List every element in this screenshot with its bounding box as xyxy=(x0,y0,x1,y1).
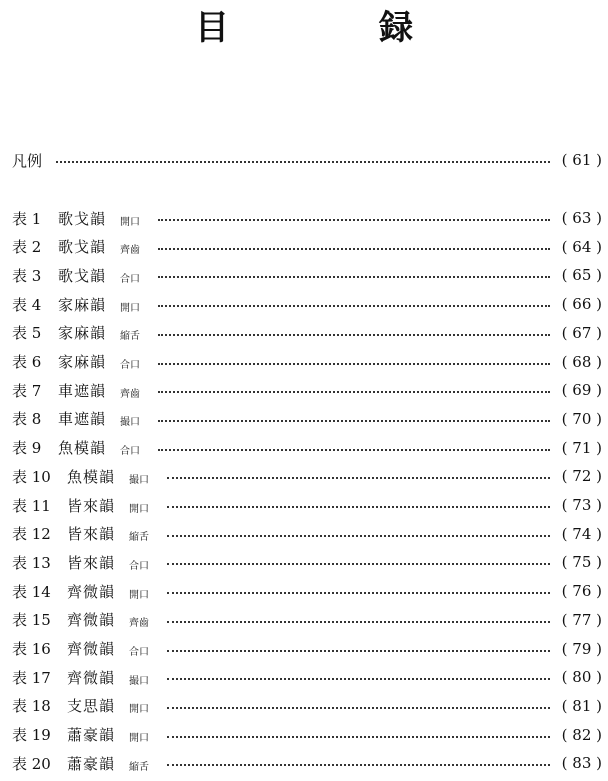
leader-dots xyxy=(167,736,550,738)
leader-dots xyxy=(158,391,550,393)
entry-title: 車遮韻 xyxy=(58,410,107,429)
leader-dots xyxy=(167,621,550,623)
leader-dots xyxy=(167,592,550,594)
leader-dots xyxy=(167,678,550,680)
entry-subtype: 開口 xyxy=(129,589,149,601)
entry-number: 表 19 xyxy=(12,726,51,745)
entry-title: 皆來韻 xyxy=(67,553,116,572)
entry-subtype: 合口 xyxy=(120,273,140,285)
entry-subtype: 撮口 xyxy=(129,474,149,486)
toc-entry[interactable] xyxy=(12,523,602,545)
entry-number: 表 3 xyxy=(12,266,42,285)
entry-subtype: 合口 xyxy=(129,647,149,658)
entry-title: 歌戈韻 xyxy=(58,209,107,228)
entry-title: 蕭豪韻 xyxy=(67,754,116,773)
entry-page: ( 63 ) xyxy=(561,209,602,227)
toc-entry[interactable] xyxy=(12,437,602,459)
toc-entry[interactable] xyxy=(12,293,602,315)
entry-page: ( 66 ) xyxy=(561,295,602,314)
entry-number: 表 17 xyxy=(12,668,51,687)
entry-label: 凡例 xyxy=(12,151,43,170)
entry-page: ( 73 ) xyxy=(561,496,602,514)
entry-number: 表 12 xyxy=(12,525,51,544)
entry-number: 表 10 xyxy=(12,467,51,486)
toc-entry[interactable] xyxy=(12,465,602,487)
entry-title: 皆來韻 xyxy=(67,496,116,515)
entry-number: 表 5 xyxy=(12,324,42,343)
entry-title: 齊微韻 xyxy=(67,582,116,601)
toc-entry[interactable] xyxy=(12,408,602,430)
entry-title: 車遮韻 xyxy=(58,381,107,400)
entry-page: ( 77 ) xyxy=(561,610,602,629)
entry-number: 表 4 xyxy=(12,295,42,314)
leader-dots xyxy=(158,334,550,336)
entry-title: 家麻韻 xyxy=(58,324,107,343)
entry-subtype: 縮舌 xyxy=(129,761,149,773)
toc-entry[interactable] xyxy=(12,580,602,602)
entry-number: 表 20 xyxy=(12,754,51,773)
toc-entry[interactable] xyxy=(12,322,602,344)
toc-entry[interactable] xyxy=(12,638,602,660)
entry-title: 皆來韻 xyxy=(67,525,116,544)
toc-entry-preface[interactable] xyxy=(12,149,602,171)
entry-page: ( 81 ) xyxy=(561,696,602,715)
toc-entry[interactable] xyxy=(12,752,602,774)
entry-subtype: 縮舌 xyxy=(120,331,140,343)
entry-page: ( 71 ) xyxy=(561,438,602,457)
entry-number: 表 7 xyxy=(12,381,42,400)
leader-dots xyxy=(167,764,550,766)
leader-dots xyxy=(167,650,550,652)
entry-subtype: 齊齒 xyxy=(120,245,140,257)
entry-page: ( 83 ) xyxy=(561,754,602,773)
entry-subtype: 齊齒 xyxy=(120,388,140,400)
leader-dots xyxy=(158,276,550,278)
entry-subtype: 開口 xyxy=(129,733,149,745)
leader-dots xyxy=(167,535,550,537)
entry-number: 表 18 xyxy=(12,697,51,716)
entry-title: 蕭豪韻 xyxy=(67,726,116,745)
entry-page: ( 70 ) xyxy=(561,409,602,428)
entry-title: 齊微韻 xyxy=(67,640,116,658)
leader-dots xyxy=(158,219,550,221)
entry-page: ( 61 ) xyxy=(561,151,602,169)
toc-entry[interactable] xyxy=(12,264,602,286)
page-title: 目 録 xyxy=(195,8,471,48)
entry-number: 表 15 xyxy=(12,611,51,630)
leader-dots xyxy=(158,449,550,451)
entry-number: 表 6 xyxy=(12,353,42,371)
entry-number: 表 16 xyxy=(12,640,51,658)
toc-entry[interactable] xyxy=(12,494,602,516)
toc-entry[interactable] xyxy=(12,724,602,746)
toc-entry[interactable] xyxy=(12,666,602,688)
entry-subtype: 合口 xyxy=(120,360,140,371)
leader-dots xyxy=(56,161,550,163)
leader-dots xyxy=(158,420,550,422)
entry-subtype: 合口 xyxy=(129,560,149,572)
entry-subtype: 開口 xyxy=(129,503,149,515)
leader-dots xyxy=(158,363,550,365)
entry-page: ( 65 ) xyxy=(561,266,602,285)
entry-number: 表 8 xyxy=(12,410,42,429)
entry-page: ( 69 ) xyxy=(561,381,602,400)
entry-page: ( 79 ) xyxy=(561,639,602,658)
entry-subtype: 開口 xyxy=(129,704,149,716)
entry-page: ( 68 ) xyxy=(561,352,602,371)
entry-page: ( 64 ) xyxy=(561,237,602,256)
entry-title: 支思韻 xyxy=(67,697,116,716)
entry-subtype: 齊齒 xyxy=(129,618,149,630)
entry-title: 齊微韻 xyxy=(67,611,116,630)
entry-page: ( 74 ) xyxy=(561,524,602,543)
entry-number: 表 1 xyxy=(12,209,42,228)
leader-dots xyxy=(167,707,550,709)
toc-entry[interactable] xyxy=(12,207,602,229)
entry-subtype: 縮舌 xyxy=(129,532,149,544)
entry-title: 家麻韻 xyxy=(58,353,107,371)
entry-subtype: 撮口 xyxy=(120,417,140,429)
toc-entry[interactable] xyxy=(12,379,602,401)
entry-page: ( 75 ) xyxy=(561,553,602,572)
entry-title: 歌戈韻 xyxy=(58,266,107,285)
entry-number: 表 9 xyxy=(12,439,42,458)
leader-dots xyxy=(167,506,550,508)
entry-subtype: 合口 xyxy=(120,446,140,458)
toc-entry[interactable] xyxy=(12,236,602,258)
entry-title: 魚模韻 xyxy=(67,467,116,486)
leader-dots xyxy=(158,305,550,307)
toc-entry[interactable] xyxy=(12,609,602,631)
entry-title: 歌戈韻 xyxy=(58,238,107,257)
entry-page: ( 76 ) xyxy=(561,582,602,601)
entry-page: ( 80 ) xyxy=(561,668,602,687)
toc-entry[interactable] xyxy=(12,551,602,573)
leader-dots xyxy=(167,477,550,479)
entry-subtype: 開口 xyxy=(120,216,140,228)
entry-page: ( 82 ) xyxy=(561,725,602,744)
entry-page: ( 67 ) xyxy=(561,323,602,342)
leader-dots xyxy=(167,563,550,565)
leader-dots xyxy=(158,248,550,250)
entry-title: 齊微韻 xyxy=(67,668,116,687)
entry-subtype: 開口 xyxy=(120,302,140,314)
toc-entry[interactable] xyxy=(12,695,602,717)
entry-number: 表 2 xyxy=(12,238,42,257)
toc-entry[interactable] xyxy=(12,351,602,373)
entry-number: 表 13 xyxy=(12,553,51,572)
entry-subtype: 撮口 xyxy=(129,675,149,687)
entry-title: 家麻韻 xyxy=(58,295,107,314)
entry-page: ( 72 ) xyxy=(561,467,602,486)
entry-number: 表 11 xyxy=(12,496,51,515)
entry-title: 魚模韻 xyxy=(58,439,107,458)
entry-number: 表 14 xyxy=(12,582,51,601)
